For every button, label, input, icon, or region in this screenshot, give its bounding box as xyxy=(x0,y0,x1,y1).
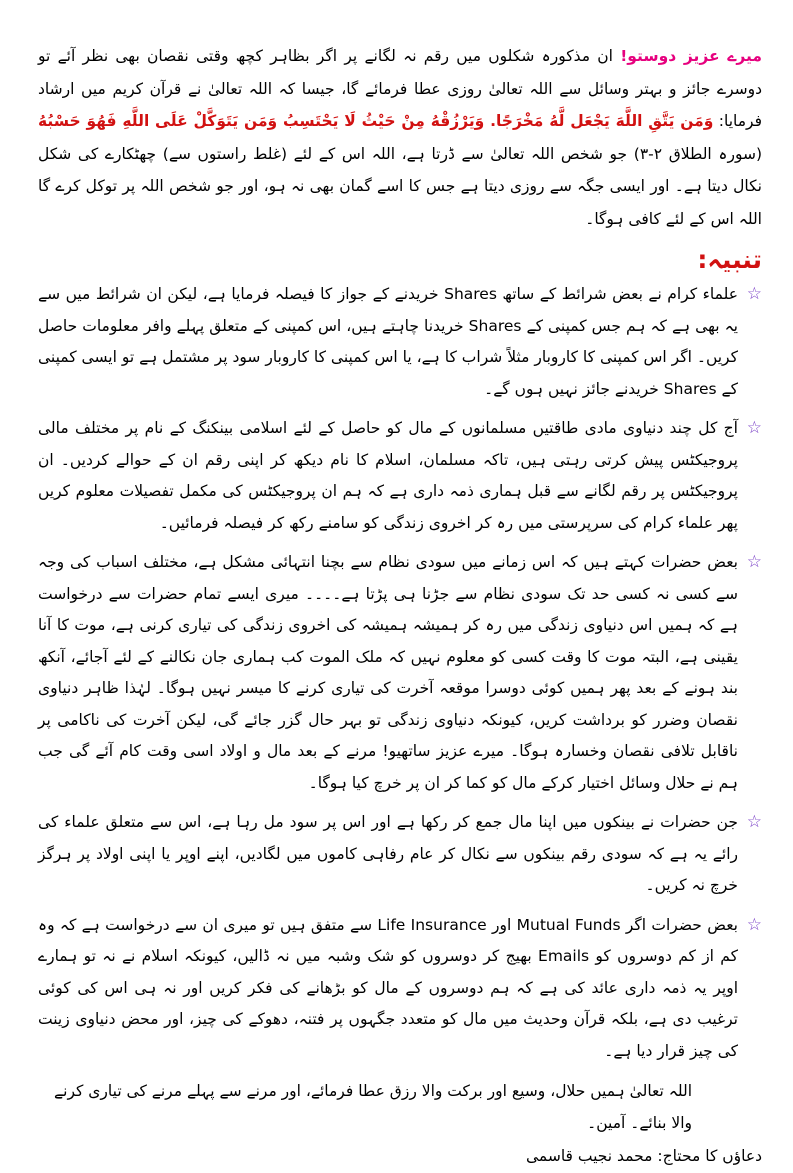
star-outline-icon: ☆ xyxy=(746,418,762,438)
list-item-text: جن حضرات نے بینکوں میں اپنا مال جمع کر رکھا ہے اور اس پر سود مل رہا ہے، اس سے متعلق علماء کی رائے یہ ہے کہ سودی رقم بینکوں سے نکال کر عام رفاہی کاموں میں لگادیں، اپنے اوپر یا اپنی اولاد پر ہرگز خرچ نہ کریں۔ xyxy=(38,813,738,894)
intro-translation: (سورہ الطلاق ۲-۳) جو شخص اللہ تعالیٰ سے ڈرتا ہے، اللہ اس کے لئے (غلط راستوں سے) چھٹکارے کی شکل نکال دیتا ہے۔ اور ایسی جگہ سے روزی دیتا ہے جس کا اسے گمان بھی نہ ہو، اور جو شخص اللہ پر توکل کرے گا اللہ اس کے لئے کافی ہوگا۔ xyxy=(38,144,762,228)
greeting-lead: میرے عزیز دوستو! xyxy=(620,47,762,65)
star-outline-icon: ☆ xyxy=(746,812,762,832)
star-outline-icon: ☆ xyxy=(746,284,762,304)
intro-text: ان مذکورہ شکلوں میں رقم نہ لگانے پر اگر بظاہر کچھ وقتی نقصان بھی نظر آئے تو دوسرے جائز و بہتر وسائل سے اللہ تعالیٰ روزی عطا فرمائے گا، جیسا کہ اللہ تعالیٰ نے قرآن کریم میں ارشاد فرمایا: xyxy=(38,47,762,130)
list-item-bank-interest xyxy=(38,807,762,902)
author-signoff: دعاؤں کا محتاج: محمد نجیب قاسمی xyxy=(525,1147,762,1165)
document-page xyxy=(38,40,762,1173)
list-item-text: آج کل چند دنیاوی مادی طاقتیں مسلمانوں کے مال کو حاصل کے لئے اسلامی بینکنگ کے نام پر مختلف مالی پروجیکٹس پیش کرتی رہتی ہیں، تاکہ مسلمان، اسلام کا نام دیکھ کر اپنی رقم ان کے حوالے کردیں۔ ان پروجیکٹس پر رقم لگانے سے قبل ہماری ذمہ داری ہے کہ ہم ان پروجیکٹس کی مکمل تفصیلات معلوم کریں پھر علماء کرام کی سرپرستی میں رہ کر اخروی زندگی کو سامنے رکھ کر فیصلہ فرمائیں۔ xyxy=(38,419,738,532)
star-outline-icon: ☆ xyxy=(746,914,762,935)
star-outline-icon: ☆ xyxy=(746,552,762,572)
quran-verse: وَمَن يَتَّقِ اللَّهَ يَجْعَل لَّهُ مَخْرَجًا. وَيَرْزُقْهُ مِنْ حَيْثُ لَا يَحْتَسِبُ وَمَن يَتَوَكَّلْ عَلَى اللَّهِ فَهُوَ حَسْبُهُ xyxy=(38,112,714,130)
list-item-shares xyxy=(38,279,762,405)
list-item-text: علماء کرام نے بعض شرائط کے ساتھ Shares خریدنے کے جواز کا فیصلہ فرمایا ہے، لیکن ان شرائط میں سے یہ بھی ہے کہ ہم جس کمپنی کے Shares خریدنا چاہتے ہیں، اس کمپنی کے متعلق پہلے وافر معلومات حاصل کریں۔ اگر اس کمپنی کا کاروبار مثلاً شراب کا ہے، یا اس کمپنی کا کاروبار سود پر مشتمل ہے تو ایسی کمپنی کے Shares خریدنے جائز نہیں ہوں گے۔ xyxy=(38,285,738,398)
list-item-text: بعض حضرات کہتے ہیں کہ اس زمانے میں سودی نظام سے بچنا انتہائی مشکل ہے، مختلف اسباب کی وجہ سے کسی نہ کسی حد تک سودی نظام سے جڑنا ہی پڑتا ہے۔۔۔۔ میری ایسے تمام حضرات سے درخواست ہے کہ ہمیں اس دنیاوی زندگی میں رہ کر ہمیشہ ہمیشہ کی اخروی زندگی کی تیاری کرنی ہے، موت کا آنا یقینی ہے، البتہ موت کا وقت کسی کو معلوم نہیں کہ ملک الموت کب ہماری جان نکالنے کے لئے آجائے، آنکھ بند ہونے کے بعد پھر ہمیں کوئی دوسرا موقعہ آخرت کی تیاری کرنے کا میسر نہیں ہوگا۔ لہٰذا ظاہر دنیاوی نقصان وضرر کو برداشت کریں، کیونکہ دنیاوی زندگی تو بہر حال گزر جائے گی، لیکن آخرت کی ناکامی پر ناقابل تلافی نقصان وخسارہ ہوگا۔ میرے عزیز ساتھیو! مرنے کے بعد مال و اولاد اسی وقت کام آئے گی جب ہم نے حلال وسائل اختیار کرکے مال کو کما کر ان پر خرچ کیا ہوگا۔ xyxy=(38,553,738,792)
notice-heading: تنبیہ: xyxy=(697,245,762,274)
list-item-islamic-banking xyxy=(38,413,762,539)
list-item-text: بعض حضرات اگر Mutual Funds اور Life Insurance سے متفق ہیں تو میری ان سے درخواست ہے کہ وہ کم از کم دوسروں کو Emails بھیج کر دوسروں کو شک وشبہ میں نہ ڈالیں، کیونکہ اسلام نے نہ تو ہمارے اوپر یہ ذمہ داری عائد کی ہے کہ ہم دوسروں کے مال کو بڑھانے کی فکر کریں اور نہ ہی اس کی کوئی ترغیب دی ہے، بلکہ قرآن وحدیث میں مال کو متعدد جگہوں پر فتنہ، دھوکے کی چیز، اور محض دنیاوی زینت کی چیز قرار دیا ہے۔ xyxy=(38,915,738,1060)
list-item-interest-system xyxy=(38,547,762,799)
closing-prayer: اللہ تعالیٰ ہمیں حلال، وسیع اور برکت والا رزق عطا فرمائے، اور مرنے سے پہلے مرنے کی تیاری کرنے والا بنائے۔ آمین۔ xyxy=(54,1082,692,1132)
list-item-mutual-funds xyxy=(38,910,762,1068)
intro-paragraph xyxy=(38,40,762,235)
